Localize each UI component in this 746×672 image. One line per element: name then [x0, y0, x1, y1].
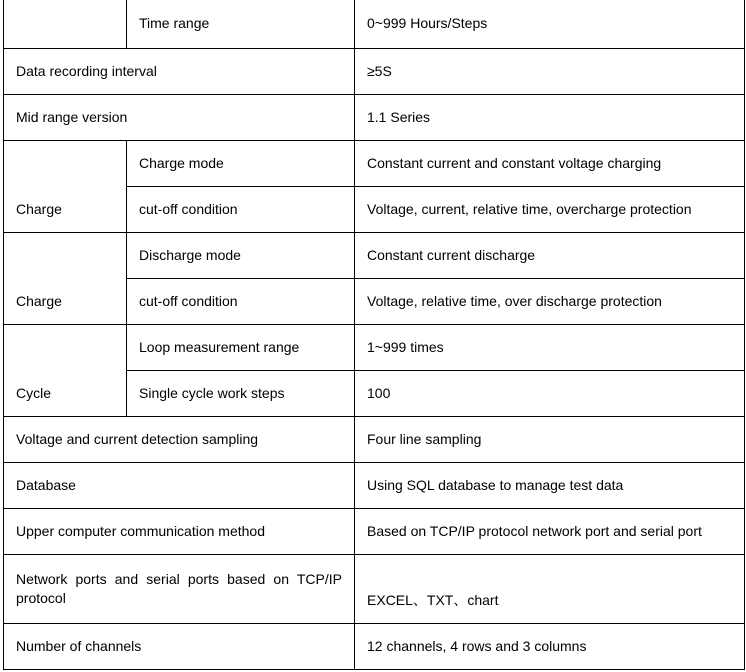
table-row-data-recording-interval	[4, 48, 745, 94]
table-row-comm-method	[4, 508, 745, 554]
comm-method-value: Based on TCP/IP protocol network port and serial port	[355, 508, 745, 554]
discharge-group-label: Charge	[4, 232, 127, 324]
data-recording-interval-value: ≥5S	[355, 48, 745, 94]
sampling-label: Voltage and current detection sampling	[4, 416, 355, 462]
cycle-range-label: Loop measurement range	[127, 324, 355, 370]
cycle-range-value: 1~999 times	[355, 324, 745, 370]
table-row-mid-range-version	[4, 94, 745, 140]
channels-label: Number of channels	[4, 623, 355, 669]
data-recording-interval-label: Data recording interval	[4, 48, 355, 94]
discharge-cutoff-label: cut-off condition	[127, 278, 355, 324]
cycle-steps-value: 100	[355, 370, 745, 416]
mid-range-version-label: Mid range version	[4, 94, 355, 140]
discharge-mode-label: Discharge mode	[127, 232, 355, 278]
time-range-label: Time range	[127, 0, 355, 48]
time-range-value: 0~999 Hours/Steps	[355, 0, 745, 48]
table-row-discharge-mode	[4, 232, 745, 278]
network-ports-label: Network ports and serial ports based on TCP/IP protocol	[4, 554, 355, 623]
sampling-value: Four line sampling	[355, 416, 745, 462]
table-row-sampling	[4, 416, 745, 462]
cycle-steps-label: Single cycle work steps	[127, 370, 355, 416]
database-label: Database	[4, 462, 355, 508]
comm-method-label: Upper computer communication method	[4, 508, 355, 554]
spec-table	[3, 0, 745, 670]
table-row-charge-mode	[4, 140, 745, 186]
discharge-mode-value: Constant current discharge	[355, 232, 745, 278]
discharge-cutoff-value: Voltage, relative time, over discharge protection	[355, 278, 745, 324]
charge-mode-label: Charge mode	[127, 140, 355, 186]
spec-table-container	[3, 0, 744, 671]
empty-group-cell	[4, 0, 127, 48]
table-row-database	[4, 462, 745, 508]
charge-mode-value: Constant current and constant voltage charging	[355, 140, 745, 186]
database-value: Using SQL database to manage test data	[355, 462, 745, 508]
table-row-network-ports	[4, 554, 745, 623]
table-row-cycle-range	[4, 324, 745, 370]
cycle-group-label: Cycle	[4, 324, 127, 416]
charge-cutoff-label: cut-off condition	[127, 186, 355, 232]
charge-cutoff-value: Voltage, current, relative time, overcharge protection	[355, 186, 745, 232]
network-ports-value: EXCEL、TXT、chart	[355, 554, 745, 623]
mid-range-version-value: 1.1 Series	[355, 94, 745, 140]
charge-group-label: Charge	[4, 140, 127, 232]
table-row-channels	[4, 623, 745, 669]
channels-value: 12 channels, 4 rows and 3 columns	[355, 623, 745, 669]
table-row-time-range	[4, 0, 745, 48]
